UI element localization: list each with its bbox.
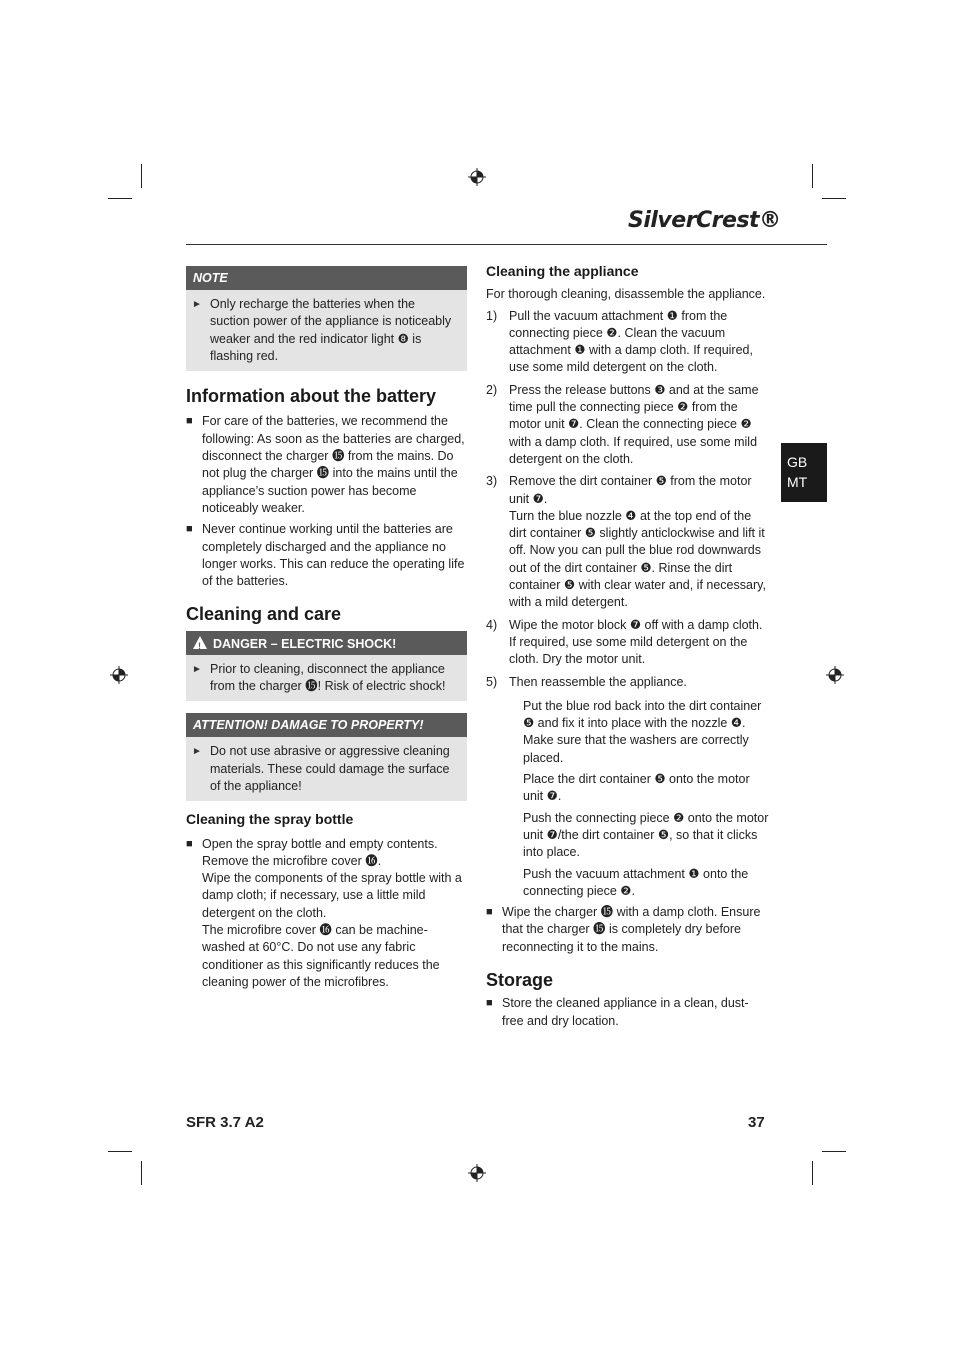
step-text: Press the release buttons ❸ and at the same time pull the connecting piece ❷ from the motor unit ❼. Clean the connecting piece ❷ with a damp cloth. If required, use some mild detergent on the cloth. — [509, 382, 759, 466]
step-text: Then reassemble the appliance. — [509, 674, 687, 689]
crop-mark — [141, 1161, 142, 1185]
danger-box — [186, 631, 467, 702]
crop-mark — [108, 1151, 132, 1152]
list-item: For care of the batteries, we recommend the following: As soon as the batteries are charged, disconnect the charger ⓯ from the mains. Do not plug the charger ⓯ into the mains until the appliance’s suction power has become noticeably weaker. — [202, 414, 465, 515]
step-number: 3) — [486, 474, 498, 489]
subsection-title: Cleaning the appliance — [486, 263, 639, 279]
section-title: Storage — [486, 969, 554, 990]
crop-mark — [822, 198, 846, 199]
paragraph: For thorough cleaning, disassemble the appliance. — [486, 287, 766, 302]
substep-text: Put the blue rod back into the dirt container ❺ and fix it into place with the nozzle ❹. Make sure that the washers are correctly placed. — [523, 698, 762, 765]
paragraph: The microfibre cover ⓰ can be machine-washed at 60°C. Do not use any fabric conditioner as this significantly reduces the cleaning power of the microfibres. — [202, 923, 440, 989]
attention-box — [186, 713, 467, 801]
step-number: 4) — [486, 617, 498, 632]
bullet-icon: ■ — [186, 415, 193, 428]
paragraph: Open the spray bottle and empty contents. Remove the microfibre cover ⓰. — [202, 836, 438, 868]
step-text: Wipe the motor block ❼ off with a damp cloth. If required, use some mild detergent on the cloth. Dry the motor unit. — [509, 617, 763, 667]
section-title: Cleaning and care — [186, 604, 342, 625]
arrow-icon: ► — [192, 746, 202, 758]
bullet-icon: ■ — [486, 997, 493, 1010]
registration-mark-icon — [110, 666, 128, 684]
crop-mark — [108, 198, 132, 199]
section-title: Information about the battery — [186, 386, 437, 407]
arrow-icon: ► — [192, 299, 202, 310]
warning-icon — [193, 636, 207, 649]
paragraph: Wipe the components of the spray bottle with a damp cloth; if necessary, use a little mild detergent on the cloth. — [202, 871, 462, 920]
step-text: Pull the vacuum attachment ❶ from the connecting piece ❷. Clean the vacuum attachment ❶ with a damp cloth. If required, use some mild detergent on the cloth. — [509, 308, 753, 375]
substep-text: Push the connecting piece ❷ onto the motor unit ❼/the dirt container ❺, so that it clicks into place. — [523, 810, 769, 860]
bullet-icon: ■ — [186, 837, 193, 850]
language-code: MT — [787, 474, 808, 490]
step-number: 1) — [486, 308, 498, 323]
arrow-icon: ► — [192, 663, 202, 675]
note-text: Only recharge the batteries when the suction power of the appliance is noticeably weaker and the red indicator light ❽ is flashing red. — [210, 297, 452, 363]
step-number: 2) — [486, 382, 498, 397]
page-number: 37 — [748, 1114, 765, 1131]
list-item: Never continue working until the batteries are completely discharged and the appliance no longer works. This can reduce the operating life of the batteries. — [202, 522, 465, 589]
crop-mark — [812, 164, 813, 188]
brand-logo: SilverCrest® — [628, 208, 781, 233]
bullet-icon: ■ — [186, 523, 193, 536]
subsection-title: Cleaning the spray bottle — [186, 811, 354, 828]
step-text: Turn the blue nozzle ❹ at the top end of the dirt container ❺ slightly anticlockwise and lift it off. Now you can pull the blue rod downwards out of the dirt container ❺. Rinse the dirt container ❺ with clear water and, if necessary, with a mild detergent. — [509, 508, 766, 610]
left-column — [186, 266, 467, 991]
note-header: NOTE — [186, 266, 467, 290]
language-code: GB — [787, 454, 808, 470]
substep-text: Push the vacuum attachment ❶ onto the connecting piece ❷. — [523, 866, 749, 898]
list-item: Store the cleaned appliance in a clean, dust-free and dry location. — [502, 996, 749, 1028]
danger-header: !DANGER – ELECTRIC SHOCK! — [186, 631, 467, 655]
registration-mark-icon — [468, 168, 486, 186]
substep-text: Place the dirt container ❺ onto the motor unit ❼. — [523, 772, 750, 804]
step-number: 5) — [486, 674, 498, 689]
danger-text: Prior to cleaning, disconnect the appliance from the charger ⓯! Risk of electric shock! — [210, 661, 446, 694]
right-column — [486, 263, 770, 1030]
step-text: Remove the dirt container ❺ from the motor unit ❼. — [509, 474, 752, 506]
crop-mark — [812, 1161, 813, 1185]
crop-mark — [141, 164, 142, 188]
header-rule — [186, 244, 827, 245]
registration-mark-icon — [826, 666, 844, 684]
list-item: Wipe the charger ⓯ with a damp cloth. Ensure that the charger ⓯ is completely dry before reconnecting it to the mains. — [502, 905, 761, 954]
attention-text: Do not use abrasive or aggressive cleaning materials. These could damage the surface of the appliance! — [210, 744, 450, 793]
language-tab — [781, 443, 827, 502]
registration-mark-icon — [468, 1164, 486, 1182]
bullet-icon: ■ — [486, 906, 493, 919]
attention-header: ATTENTION! DAMAGE TO PROPERTY! — [186, 713, 467, 737]
model-number: SFR 3.7 A2 — [186, 1114, 264, 1131]
crop-mark — [822, 1151, 846, 1152]
note-box — [186, 266, 467, 371]
